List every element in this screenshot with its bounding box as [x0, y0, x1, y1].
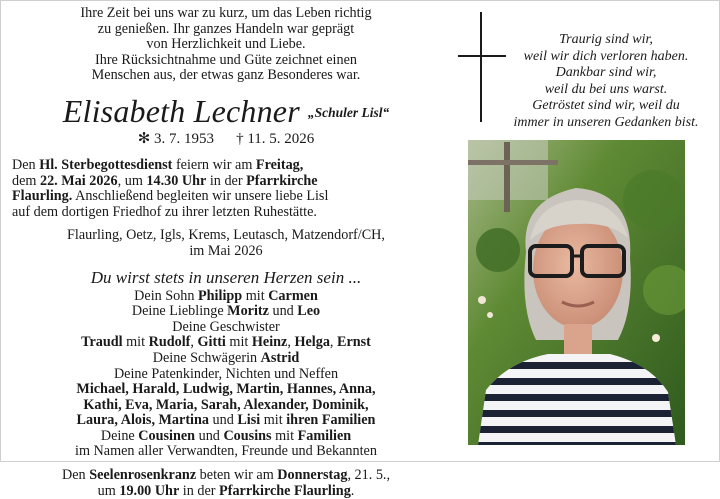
poem-line: Dankbar sind wir, — [555, 65, 657, 81]
mourner-line: Dein Sohn Philipp mit Carmen — [134, 287, 318, 304]
mourner-line: Deine Lieblinge Moritz und Leo — [131, 303, 321, 320]
life-dates — [12, 131, 440, 148]
birth-date: ✻ 3. 7. 1953 — [137, 130, 215, 147]
rosary-announcement — [12, 468, 440, 499]
rosary-line: Den Seelenrosenkranz beten wir am Donnerstag, 21. 5., — [62, 467, 390, 484]
nickname: „Schuler Lisl“ — [307, 104, 390, 120]
poem-line: Getröstet sind wir, weil du — [532, 98, 680, 114]
rosary-line: um 19.00 Uhr in der Pfarrkirche Flaurling. — [97, 482, 355, 499]
intro-line: zu genießen. Ihr ganzes Handeln war geprägt — [97, 20, 355, 37]
funeral-line: dem 22. Mai 2026, um 14.30 Uhr in der Pfarrkirche — [12, 172, 318, 189]
poem — [502, 32, 710, 132]
poem-line: weil wir dich verloren haben. — [523, 48, 689, 64]
notice-left-column — [12, 6, 440, 499]
intro-line: Ihre Zeit bei uns war zu kurz, um das Leben richtig — [80, 5, 372, 21]
deceased-name: Elisabeth Lechner — [62, 92, 300, 129]
mourner-line: Deine Patenkinder, Nichten und Neffen — [113, 365, 339, 382]
mourners-list — [12, 289, 440, 461]
funeral-announcement — [12, 158, 440, 220]
intro-line: Menschen aus, der etwas ganz Besonderes war. — [91, 67, 361, 84]
mourner-line: Deine Geschwister — [172, 318, 280, 335]
mourner-line: Traudl mit Rudolf, Gitti mit Heinz, Helga, Ernst — [81, 334, 371, 351]
places-and-date — [12, 228, 440, 259]
death-date: † 11. 5. 2026 — [236, 130, 315, 147]
mourner-line: Deine Schwägerin Astrid — [152, 349, 300, 366]
mourner-line: Deine Cousinen und Cousins mit Familien — [100, 427, 352, 444]
poem-line: weil du bei uns warst. — [544, 81, 668, 97]
funeral-line: Flaurling. Anschließend begleiten wir unsere liebe Lisl — [12, 188, 329, 205]
heart-line: Du wirst stets in unseren Herzen sein ... — [90, 267, 362, 287]
funeral-line: auf dem dortigen Friedhof zu ihrer letzten Ruhestätte. — [12, 203, 317, 220]
mourner-line: Laura, Alois, Martina und Lisi mit ihren Familien — [76, 412, 376, 429]
cross-icon — [458, 12, 506, 122]
mourner-line: im Namen aller Verwandten, Freunde und Bekannten — [75, 443, 377, 460]
poem-line: Traurig sind wir, — [559, 32, 653, 47]
poem-line: immer in unseren Gedanken bist. — [513, 114, 699, 130]
intro-line: von Herzlichkeit und Liebe. — [146, 36, 306, 53]
funeral-line: Den Hl. Sterbegottesdienst feiern wir am Freitag, — [12, 156, 304, 173]
name-row — [12, 93, 440, 127]
mourner-line: Michael, Harald, Ludwig, Martin, Hannes, Anna, — [76, 381, 376, 398]
places-line: Flaurling, Oetz, Igls, Krems, Leutasch, Matzendorf/CH, — [67, 227, 385, 244]
month-line: im Mai 2026 — [189, 242, 263, 259]
mourner-line: Kathi, Eva, Maria, Sarah, Alexander, Dominik, — [83, 396, 369, 413]
intro-line: Ihre Rücksichtnahme und Güte zeichnet einen — [95, 51, 357, 68]
intro-text — [12, 6, 440, 84]
portrait-photo — [468, 140, 685, 445]
